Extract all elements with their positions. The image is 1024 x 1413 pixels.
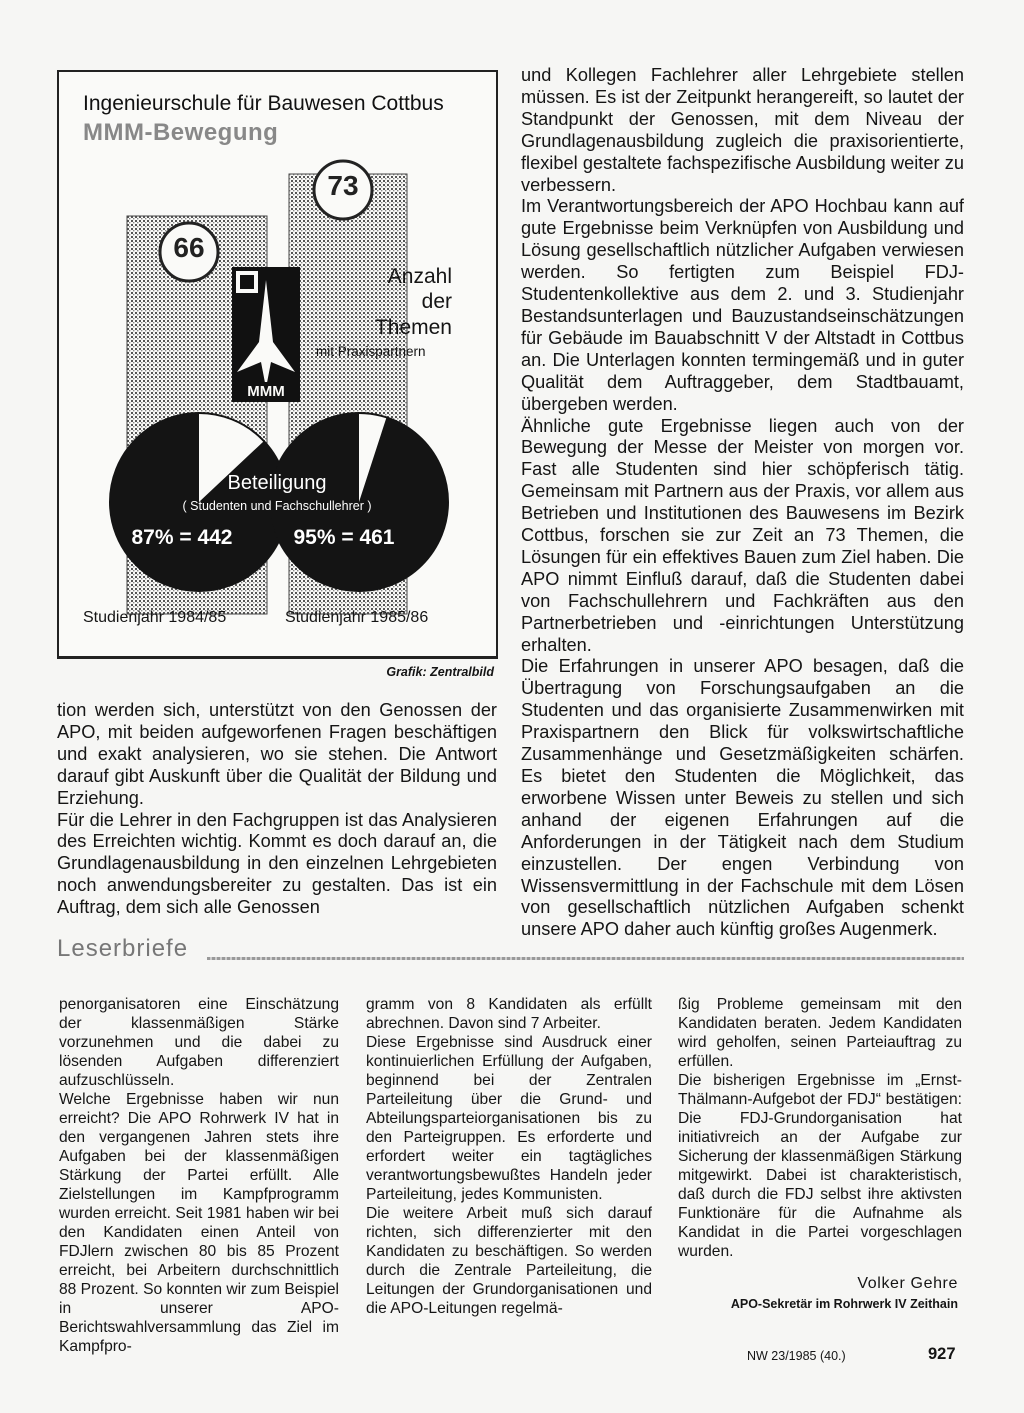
issue-number: NW 23/1985 (40.): [747, 1349, 846, 1363]
article-column-left: [57, 700, 497, 919]
article-paragraph: Im Verantwortungsbereich der APO Hochbau kann auf gute Ergebnisse beim Verknüpfen von Ausbildung und Lösung gesellschaftlich nützlicher Aufgaben verwiesen werden. So fertigten zum Beispiel FDJ-Studentenkollektive aus dem 2. und 3. Studienjahr Bestandsunterlagen und Bauzustandseinschätzungen für Gebäude im Bauabschnitt V der Altstadt in Cottbus an. Die Unterlagen konnten termingemäß und in guter Qualität dem Auftraggeber, dem Stadtbauamt, übergeben werden.: [521, 196, 964, 414]
label-anzahl: Anzahl: [387, 265, 452, 288]
badge-left-value: 66: [173, 232, 205, 263]
year-label-left: Studienjahr 1984/85: [83, 609, 227, 626]
label-themen: Themen: [374, 316, 452, 339]
year-label-right: Studienjahr 1985/86: [285, 609, 429, 626]
article-paragraph: Die Erfahrungen in unserer APO besagen, daß die Übertragung von Forschungsaufgaben an die Studenten und das organisierte Zusammenwirken mit Praxispartnern den Blick für volkswirtschaftliche Zusammenhänge und Gesetzmäßigkeiten schärfen. Es bietet den Studenten die Möglichkeit, das erworbene Wissen unter Beweis zu stellen und sich anhand der eigenen Erfahrungen auf die Anforderungen in der Tätigkeit nach dem Studium einzustellen. Der engen Verbindung von Wissensvermittlung in der Fachschule mit dem Lösen von gesellschaftlich nützlichen Aufgaben schenkt unsere APO daher auch künftig großes Augenmerk.: [521, 656, 964, 940]
letter-paragraph: ßig Probleme gemeinsam mit den Kandidaten beraten. Jedem Kandidaten wird geholfen, seinen Parteiauftrag zu erfüllen.: [678, 996, 962, 1070]
article-paragraph: und Kollegen Fachlehrer aller Lehrgebiete stellen müssen. Es ist der Zeitpunkt herangereift, so lautet der Standpunkt der Genossen, mit dem Niveau der Grundlagenausbildung zugleich die praxisorientierte, flexibel gestaltete fachspezifische Ausbildung weiter zu verbessern.: [521, 65, 964, 195]
graphic-credit: Grafik: Zentralbild: [386, 665, 494, 679]
letter-paragraph: Diese Ergebnisse sind Ausdruck einer kontinuierlichen Erfüllung der Aufgaben, beginnend bei der Zentralen Parteileitung über die Grund- und Abteilungsparteiorganisationen bis zu den Parteigruppen. Es erforderte und erfordert weiter ein tagtägliches verantwortungsbewußtes Handeln jeder Parteileitung, jedes Kommunisten.: [366, 1034, 652, 1203]
signature-name: Volker Gehre: [857, 1275, 958, 1292]
article-column-right: [521, 65, 964, 941]
page-number: 927: [928, 1345, 956, 1363]
graphic-title: Ingenieurschule für Bauwesen Cottbus: [83, 92, 444, 115]
pie-subtitle: ( Studenten und Fachschullehrer ): [182, 499, 372, 513]
graphic-subtitle: MMM-Bewegung: [83, 119, 279, 146]
pie-left-value: 87% = 442: [131, 526, 233, 549]
pie-right-value: 95% = 461: [293, 526, 395, 549]
letter-paragraph: Die weitere Arbeit muß sich darauf richten, sich differenzierter mit den Kandidaten zu beschäftigen. So werden durch die Zentrale Parteileitung, die Leitungen der Grundorganisationen und die APO-Leitungen regelmä-: [366, 1205, 652, 1317]
letter-paragraph: penorganisatoren eine Einschätzung der klassenmäßigen Stärke vorzunehmen und die dabei zu lösenden Aufgaben differenziert aufzuschlüsseln.: [59, 996, 339, 1089]
letter-paragraph: gramm von 8 Kandidaten als erfüllt abrechnen. Davon sind 7 Arbeiter.: [366, 996, 652, 1032]
label-mit-praxispartnern: mit Praxispartnern: [316, 344, 426, 359]
article-paragraph: Ähnliche gute Ergebnisse liegen auch von der Bewegung der Messe der Meister von morgen vor. Fast alle Studenten sind hier schöpferisch tätig. Gemeinsam mit Partnern aus der Praxis, vor allem aus Betrieben und Institutionen des Bauwesens im Bezirk Cottbus, forschen sie zur Zeit an 73 Themen, die Lösungen für ein effektives Bauen zum Ziel haben. Die APO nimmt Einfluß darauf, daß die Studenten dabei von Fachschullehrern und Fachkräften aus den Partnerbetrieben und -einrichtungen Unterstützung erhalten.: [521, 415, 964, 655]
badge-right-value: 73: [327, 170, 359, 201]
section-divider: [207, 957, 964, 960]
article-paragraph: tion werden sich, unterstützt von den Genossen der APO, mit beiden aufgeworfenen Fragen beschäftigen und exakt analysieren, wo sie stehen. Die Antwort darauf gibt Auskunft über die Qualität der Bildung und Erziehung.: [57, 700, 497, 808]
section-heading: Leserbriefe: [57, 935, 189, 962]
letter-column-1: [59, 995, 339, 1356]
label-der: der: [421, 290, 452, 313]
signature-role: APO-Sekretär im Rohrwerk IV Zeithain: [730, 1297, 958, 1311]
letter-column-2: [366, 995, 652, 1318]
pie-title: Beteiligung: [227, 472, 327, 494]
letter-column-3: [678, 995, 962, 1261]
infographic-drawing: [59, 72, 496, 656]
mmm-infographic: [57, 70, 498, 659]
article-paragraph: Für die Lehrer in den Fachgruppen ist das Analysieren des Erreichten wichtig. Kommt es doch darauf an, die Grundlagenausbildung in den einzelnen Lehrgebieten noch anwendungsbereiter zu gestalten. Das ist ein Auftrag, dem sich alle Genossen: [57, 809, 497, 918]
letter-paragraph: Welche Ergebnisse haben wir nun erreicht? Die APO Rohrwerk IV hat in den vergangenen Jahren stets ihre Aufgaben bei der klassenmäßigen Stärkung der Partei erfüllt. Alle Zielstellungen im Kampfprogramm wurden erreicht. Seit 1981 haben wir bei den Kandidaten einen Anteil von FDJlern zwischen 80 bis 85 Prozent erreicht, bei Arbeitern durchschnittlich 88 Prozent. So konnten wir zum Beispiel in unserer APO-Berichtswahlversammlung das Ziel im Kampfpro-: [59, 1091, 339, 1355]
mmm-logo-icon: [232, 267, 300, 402]
logo-text: MMM: [247, 383, 285, 400]
letter-paragraph: Die bisherigen Ergebnisse im „Ernst-Thälmann-Aufgebot der FDJ“ bestätigen: Die FDJ-Grundorganisation hat initiativreich an der Aufgabe zur Sicherung der klassenmäßigen Stärkung mitgewirkt. Dabei ist charakteristisch, daß durch die FDJ selbst ihre aktivsten Funktionäre für die Aufnahme als Kandidat in die Partei vorgeschlagen wurden.: [678, 1072, 962, 1260]
